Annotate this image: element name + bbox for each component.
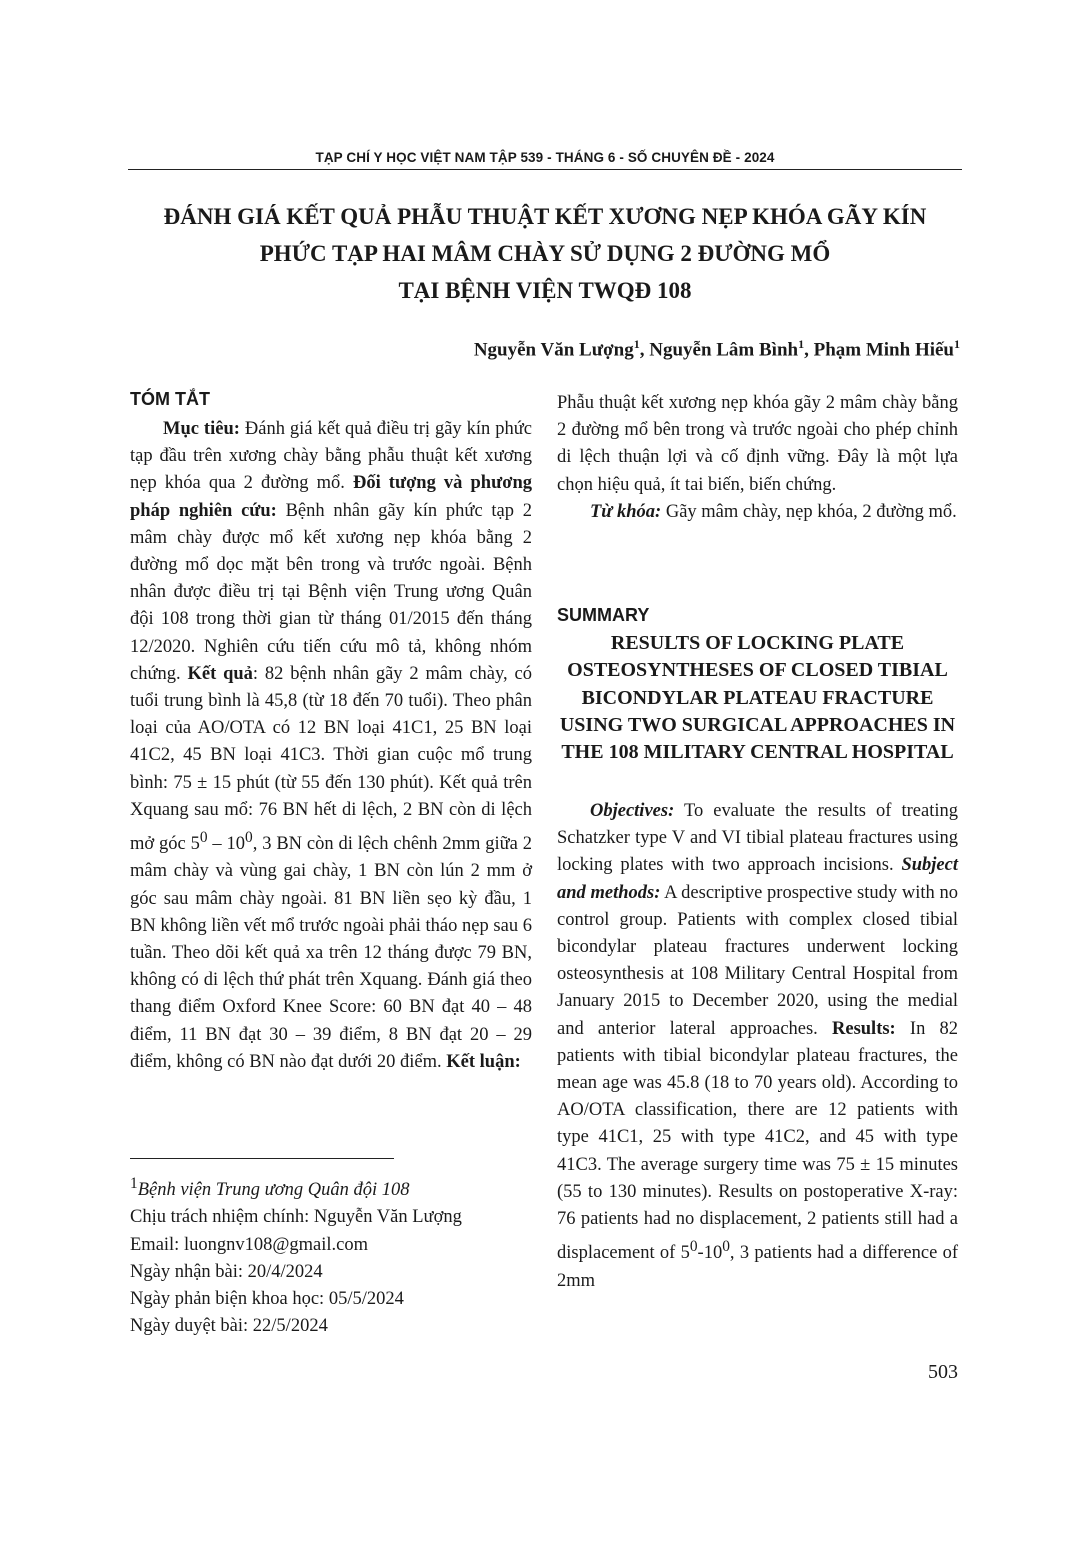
results-label: Kết quả xyxy=(187,663,253,684)
header-rule xyxy=(128,169,962,170)
author-2-affil: 1 xyxy=(798,337,805,351)
keywords-label: Từ khóa: xyxy=(590,501,662,522)
title-line-2: PHỨC TẠP HAI MÂM CHÀY SỬ DỤNG 2 ĐƯỜNG MỔ xyxy=(259,241,831,266)
en-results-text-a: In 82 patients with tibial bicondylar plateau fractures, the mean age was 45.8 (18 to 70 years old). According to AO/OTA classification, there are 12 patients with type 41C1, 25 with type 41C2, and 45 with type 41C3. The average surgery time was 75 ± 15 minutes (55 to 130 minutes). Results on postoperative X-ray: 76 patients had no displacement, 2 patients still had a displacement of 5 xyxy=(557,1018,958,1264)
methods-label: Đối tượng và phương pháp nghiên cứu: xyxy=(130,473,532,521)
title-line-1: ĐÁNH GIÁ KẾT QUẢ PHẪU THUẬT KẾT XƯƠNG NẸP KHÓA GÃY KÍN xyxy=(163,204,927,229)
en-methods-label: Subject and methods: xyxy=(557,855,958,903)
affiliation-note xyxy=(130,1170,462,1204)
degree-sup-2: 0 xyxy=(245,829,253,847)
objectives-text: To evaluate the results of treating Schatzker type V and VI tibial plateau fractures using locking plates with two approach incisions. xyxy=(557,801,958,876)
en-abstract-body xyxy=(557,798,958,1295)
article-title xyxy=(128,198,962,309)
results-text-b: – 10 xyxy=(207,834,246,855)
en-title: RESULTS OF LOCKING PLATE OSTEOSYNTHESES OF CLOSED TIBIAL BICONDYLAR PLATEAU FRACTURE USING TWO SURGICAL APPROACHES IN THE 108 MILITARY CENTRAL HOSPITAL xyxy=(559,632,956,764)
responsible-author: Chịu trách nhiệm chính: Nguyễn Văn Lượng xyxy=(130,1207,462,1228)
conclusion-text: Phẫu thuật kết xương nẹp khóa gãy 2 mâm chày bằng 2 đường mổ bên trong và trước ngoài cho phép chỉnh di lệch thuận lợi và cố định vững. Đây là một lựa chọn hiệu quả, ít tai biến, biến chứng. xyxy=(557,393,958,495)
vn-abstract-body xyxy=(130,416,532,1076)
author-3-affil: 1 xyxy=(954,337,960,351)
en-abstract-heading: SUMMARY xyxy=(557,605,650,625)
degree-sup-1: 0 xyxy=(199,829,208,847)
objective-label: Mục tiêu: xyxy=(163,419,240,439)
author-3: Phạm Minh Hiếu xyxy=(813,339,954,361)
results-text-c: , 3 BN còn di lệch chênh 2mm giữa 2 mâm chày và vùng gai chày, 1 BN còn lún 2 mm ở góc sau mâm chày ngoài. 81 BN liền sẹo kỳ đầu, 1 BN không liền vết mổ trước ngoài phải tháo nẹp sau 6 tuần. Theo dõi kết quả xa trên 12 tháng được 79 BN, không có di lệch thứ phát trên Xquang. Đánh giá theo thang điểm Oxford Knee Score: 60 BN đạt 40 – 48 điểm, 11 BN đạt 30 – 39 điểm, 8 BN đạt 20 – 29 điểm, không có BN nào đạt dưới 20 điểm. xyxy=(130,834,533,1072)
en-degree-sup-1: 0 xyxy=(689,1238,698,1256)
keywords xyxy=(557,499,958,526)
title-line-3: TẠI BỆNH VIỆN TWQĐ 108 xyxy=(398,278,692,303)
page-number: 503 xyxy=(928,1361,958,1383)
keywords-text: Gãy mâm chày, nẹp khóa, 2 đường mổ. xyxy=(661,501,957,522)
en-results-text-c: , 3 patients had a difference of 2mm xyxy=(557,1243,959,1291)
en-results-label: Results: xyxy=(832,1018,896,1039)
date-approved: Ngày duyệt bài: 22/5/2024 xyxy=(130,1316,328,1337)
methods-text: Bệnh nhân gãy kín phức tạp 2 mâm chày được mổ kết xương nẹp khóa bằng 2 đường mổ dọc mặt bên trong và trước ngoài. Bệnh nhân được điều trị tại Bệnh viện Trung ương Quân đội 108 trong thời gian từ tháng 01/2015 đến tháng 12/2020. Nghiên cứu tiến cứu mô tả, không nhóm chứng. xyxy=(130,500,532,684)
author-2: Nguyễn Lâm Bình xyxy=(649,339,799,361)
author-1-affil: 1 xyxy=(633,337,640,351)
objective-text: Đánh giá kết quả điều trị gãy kín phức tạp đầu trên xương chày bằng phẫu thuật kết xương nẹp khóa qua 2 đường mổ. xyxy=(130,419,532,494)
email: Email: luongnv108@gmail.com xyxy=(130,1234,368,1255)
en-results-text-b: -10 xyxy=(697,1243,723,1264)
date-received: Ngày nhận bài: 20/4/2024 xyxy=(130,1261,323,1282)
author-1: Nguyễn Văn Lượng xyxy=(473,339,634,361)
conclusion-label: Kết luận: xyxy=(446,1051,521,1072)
affiliation-sup: 1 xyxy=(130,1175,138,1192)
vn-abstract-paragraph xyxy=(130,416,532,1076)
en-abstract-paragraph xyxy=(557,798,958,1295)
objectives-label: Objectives: xyxy=(590,801,675,821)
footnotes xyxy=(130,1170,462,1340)
journal-header: TẠP CHÍ Y HỌC VIỆT NAM TẬP 539 - THÁNG 6 - SỐ CHUYÊN ĐỀ - 2024 xyxy=(315,150,775,165)
author-list: Nguyễn Văn Lượng$^1$, Nguyễn Lâm Bình$^1$, Phạm Minh Hiếu$^1$ xyxy=(473,337,960,361)
en-methods-text: A descriptive prospective study with no control group. Patients with complex closed tibial bicondylar plateau fractures underwent locking osteosynthesis at 108 Military Central Hospital from January 2015 to December 2020, using the medial and anterior lateral approaches. xyxy=(557,882,958,1039)
affiliation-text: Bệnh viện Trung ương Quân đội 108 xyxy=(137,1180,410,1201)
right-column xyxy=(557,390,958,526)
en-degree-sup-2: 0 xyxy=(722,1238,730,1256)
vn-abstract-heading: TÓM TẮT xyxy=(130,389,210,409)
results-text-a: : 82 bệnh nhân gãy 2 mâm chày, có tuổi trung bình là 45,8 (từ 18 đến 70 tuổi). Theo phân loại của AO/OTA có 12 BN loại 41C1, 25 BN loại 41C2, 45 BN loại 41C3. Thời gian cuộc mổ trung bình: 75 ± 15 phút (từ 55 đến 130 phút). Kết quả trên Xquang sau mổ: 76 BN hết di lệch, 2 BN còn di lệch mở góc 5 xyxy=(130,663,532,855)
date-reviewed: Ngày phản biện khoa học: 05/5/2024 xyxy=(130,1288,404,1309)
footnote-rule xyxy=(130,1158,394,1159)
